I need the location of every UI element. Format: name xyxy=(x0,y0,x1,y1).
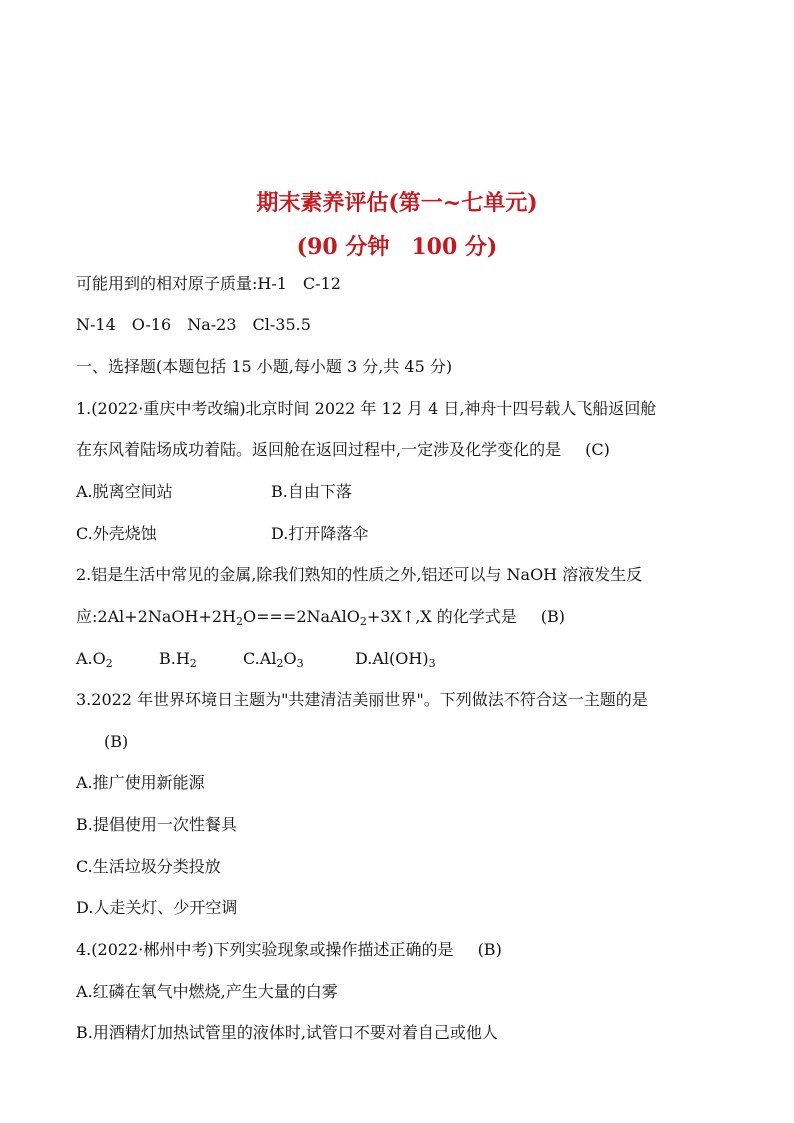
q2-option-subscript: 2 xyxy=(105,657,113,670)
q1-text-line-1: 1.(2022·重庆中考改编)北京时间 2022 年 12 月 4 日,神舟十四号载人飞船返回舱 xyxy=(76,399,657,418)
q4-option-b: B.用酒精灯加热试管里的液体时,试管口不要对着自己或他人 xyxy=(76,1023,498,1042)
q4-answer: (B) xyxy=(477,940,502,959)
q2-text-line-1: 2.铝是生活中常见的金属,除我们熟知的性质之外,铝还可以与 NaOH 溶液发生反 xyxy=(76,565,643,584)
q1-option-c: C.外壳烧蚀 xyxy=(76,524,157,543)
q1-text: 在东风着陆场成功着陆。返回舱在返回过程中,一定涉及化学变化的是 xyxy=(76,440,562,459)
q3-option-b: B.提倡使用一次性餐具 xyxy=(76,815,237,834)
q2-equation-line xyxy=(76,607,565,627)
q2-option-a xyxy=(76,649,113,669)
q3-option-d: D.人走关灯、少开空调 xyxy=(76,898,238,917)
page-subtitle: (90 分钟 100 分) xyxy=(296,234,498,260)
q1-answer: (C) xyxy=(585,440,610,459)
q3-option-a: A.推广使用新能源 xyxy=(76,773,205,792)
page-title: 期末素养评估(第一~七单元) xyxy=(256,190,538,216)
q2-option-text: A.O xyxy=(76,649,106,668)
q2-option-d xyxy=(355,649,436,669)
q2-option-subscript: 3 xyxy=(428,657,436,670)
q2-option-text: O xyxy=(283,649,297,668)
q2-equation-part: 应:2Al+2NaOH+2H xyxy=(76,607,236,626)
atomic-masses-line-1: 可能用到的相对原子质量:H-1 C-12 xyxy=(76,274,341,293)
q2-equation-part: +3X↑,X 的化学式是 xyxy=(366,607,517,626)
q4-option-a: A.红磷在氧气中燃烧,产生大量的白雾 xyxy=(76,982,338,1001)
section-heading: 一、选择题(本题包括 15 小题,每小题 3 分,共 45 分) xyxy=(76,357,453,376)
q3-option-c: C.生活垃圾分类投放 xyxy=(76,857,221,876)
q3-text-line-1: 3.2022 年世界环境日主题为"共建清洁美丽世界"。下列做法不符合这一主题的是 xyxy=(76,690,648,709)
q2-option-text: B.H xyxy=(159,649,190,668)
q2-equation-subscript: 2 xyxy=(359,615,367,628)
q2-option-subscript: 2 xyxy=(189,657,197,670)
q1-option-d: D.打开降落伞 xyxy=(271,524,369,543)
q2-option-text: C.Al xyxy=(243,649,277,668)
q2-option-subscript: 3 xyxy=(296,657,304,670)
q2-option-b xyxy=(159,649,197,669)
q1-option-a: A.脱离空间站 xyxy=(76,482,173,501)
q4-text-line-1 xyxy=(76,940,502,960)
q2-option-c xyxy=(243,649,304,669)
q2-answer: (B) xyxy=(540,607,566,626)
q1-option-b: B.自由下落 xyxy=(271,482,352,501)
q2-equation-part: O===2NaAlO xyxy=(242,607,360,626)
q4-text: 4.(2022·郴州中考)下列实验现象或操作描述正确的是 xyxy=(76,940,454,959)
q1-text-line-2 xyxy=(76,440,610,460)
q2-option-subscript: 2 xyxy=(276,657,284,670)
q3-answer: (B) xyxy=(104,732,129,751)
q2-equation-subscript: 2 xyxy=(235,615,243,628)
atomic-masses-line-2: N-14 O-16 Na-23 Cl-35.5 xyxy=(76,315,311,334)
q2-option-text: D.Al(OH) xyxy=(355,649,429,668)
